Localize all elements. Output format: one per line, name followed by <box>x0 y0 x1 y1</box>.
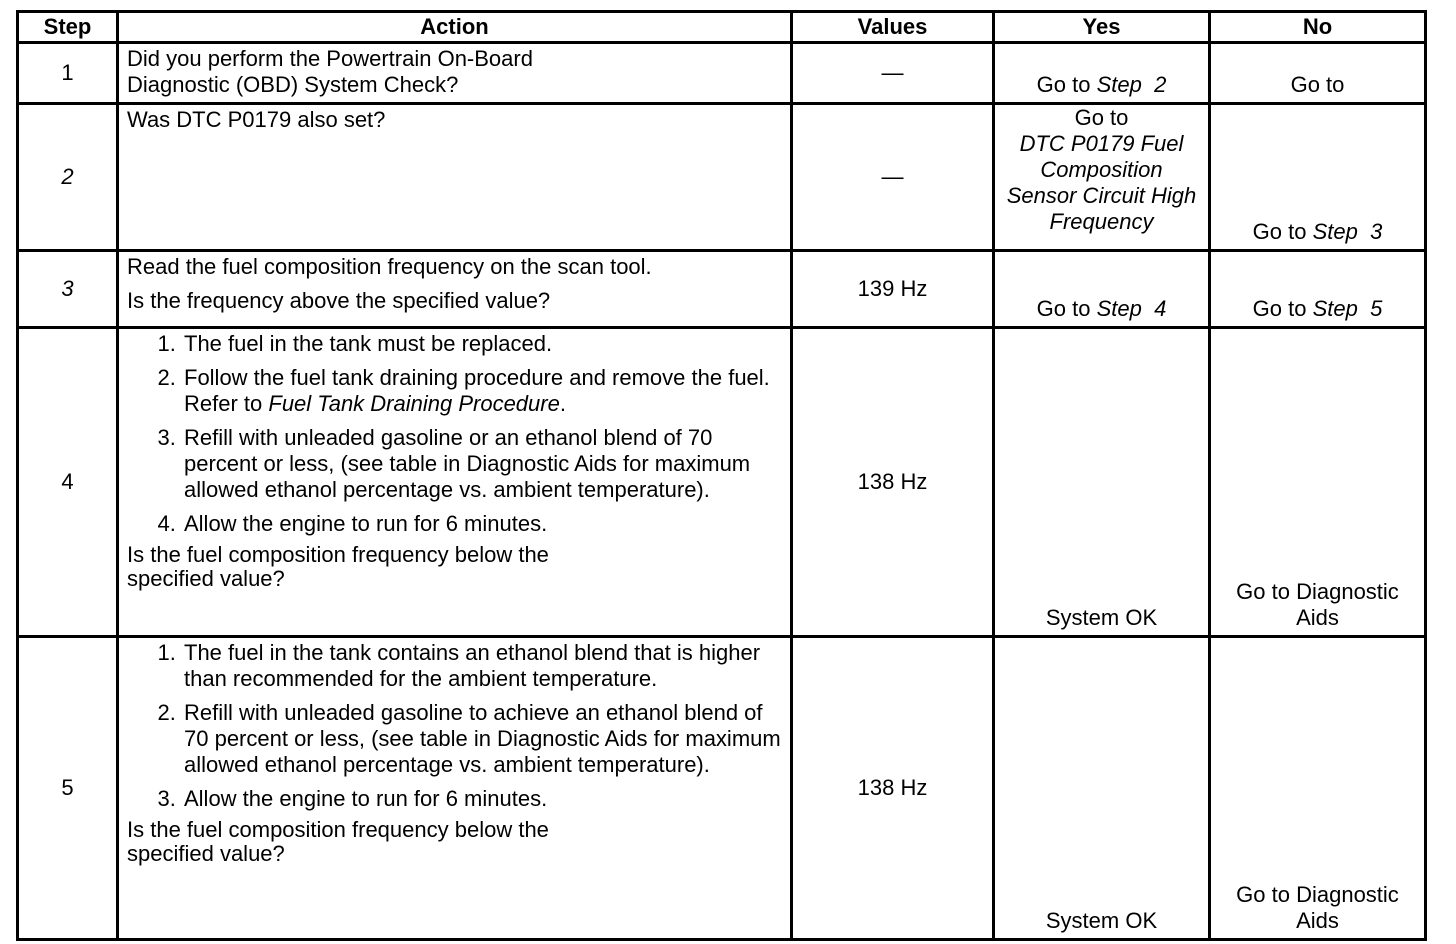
table-row <box>18 43 1426 104</box>
step-number: 5 <box>18 637 118 940</box>
step-number: 1 <box>18 43 118 104</box>
step-number: 4 <box>18 328 118 637</box>
yes-link[interactable]: Step 2 <box>1096 72 1167 97</box>
action-question: Is the frequency above the specified value? <box>127 288 551 313</box>
table-row <box>18 328 1426 637</box>
yes-cell[interactable] <box>994 43 1210 104</box>
value-cell: 138 Hz <box>792 328 994 637</box>
action-question: Is the fuel composition frequency below the specified value? <box>127 817 549 866</box>
value-cell: 138 Hz <box>792 637 994 940</box>
no-cell[interactable] <box>1210 637 1426 940</box>
yes-cell[interactable]: System OK <box>994 328 1210 637</box>
action-text: Did you perform the Powertrain On-Board Diagnostic (OBD) System Check? <box>127 46 533 97</box>
table-row <box>18 104 1426 251</box>
no-cell[interactable] <box>1210 104 1426 251</box>
value-cell: 139 Hz <box>792 251 994 328</box>
substep: 2. Refill with unleaded gasoline to achieve an ethanol blend of 70 percent or less, (see table in Diagnostic Aids for maximum allowed ethanol percentage vs. ambient temperature). <box>182 700 782 778</box>
header-no: No <box>1210 12 1426 43</box>
value-cell: — <box>792 43 994 104</box>
yes-link[interactable]: DTC P0179 Fuel Composition Sensor Circuit High Frequency <box>1006 131 1197 234</box>
no-cell[interactable] <box>1210 251 1426 328</box>
no-link[interactable]: Step 5 <box>1312 296 1383 321</box>
action-instruction: Read the fuel composition frequency on the scan tool. <box>127 254 652 279</box>
header-yes: Yes <box>994 12 1210 43</box>
action-cell <box>118 104 792 251</box>
no-cell[interactable] <box>1210 43 1426 104</box>
header-values: Values <box>792 12 994 43</box>
substep: 3. Allow the engine to run for 6 minutes. <box>182 786 782 812</box>
yes-cell[interactable] <box>994 104 1210 251</box>
diagnostic-table <box>16 10 1427 941</box>
yes-prefix: Go to <box>1074 105 1129 130</box>
value-cell: — <box>792 104 994 251</box>
substep-link[interactable]: Fuel Tank Draining Procedure <box>268 391 560 416</box>
yes-link[interactable]: Step 4 <box>1096 296 1167 321</box>
substep-list <box>127 331 782 537</box>
no-link[interactable]: Go to Diagnostic Aids <box>1236 882 1399 933</box>
table-row <box>18 637 1426 940</box>
action-question: Is the fuel composition frequency below the specified value? <box>127 542 549 591</box>
substep-text: Follow the fuel tank draining procedure and remove the fuel. Refer to <box>184 365 770 416</box>
substep-tail: . <box>559 391 566 416</box>
no-prefix: Go to <box>1252 219 1313 244</box>
header-action: Action <box>118 12 792 43</box>
action-cell <box>118 637 792 940</box>
action-text: Was DTC P0179 also set? <box>127 107 386 132</box>
substep: 3. Refill with unleaded gasoline or an ethanol blend of 70 percent or less, (see table in Diagnostic Aids for maximum allowed ethanol percentage vs. ambient temperature). <box>182 425 782 503</box>
substep-list <box>127 640 782 812</box>
header-step: Step <box>18 12 118 43</box>
no-link[interactable]: Step 3 <box>1312 219 1383 244</box>
yes-cell[interactable] <box>994 251 1210 328</box>
step-number: 2 <box>18 104 118 251</box>
step-number: 3 <box>18 251 118 328</box>
yes-prefix: Go to <box>1036 72 1097 97</box>
substep <box>182 365 782 417</box>
yes-prefix: Go to <box>1036 296 1097 321</box>
header-row <box>18 12 1426 43</box>
no-cell[interactable] <box>1210 328 1426 637</box>
substep: 4. Allow the engine to run for 6 minutes. <box>182 511 782 537</box>
action-cell <box>118 43 792 104</box>
substep: 1. The fuel in the tank contains an ethanol blend that is higher than recommended for the ambient temperature. <box>182 640 782 692</box>
action-cell <box>118 328 792 637</box>
action-cell <box>118 251 792 328</box>
no-link[interactable]: Go to Diagnostic Aids <box>1236 579 1399 630</box>
substep: 1. The fuel in the tank must be replaced. <box>182 331 782 357</box>
no-prefix: Go to <box>1252 296 1313 321</box>
yes-cell[interactable]: System OK <box>994 637 1210 940</box>
no-prefix: Go to <box>1290 72 1345 97</box>
table-row <box>18 251 1426 328</box>
